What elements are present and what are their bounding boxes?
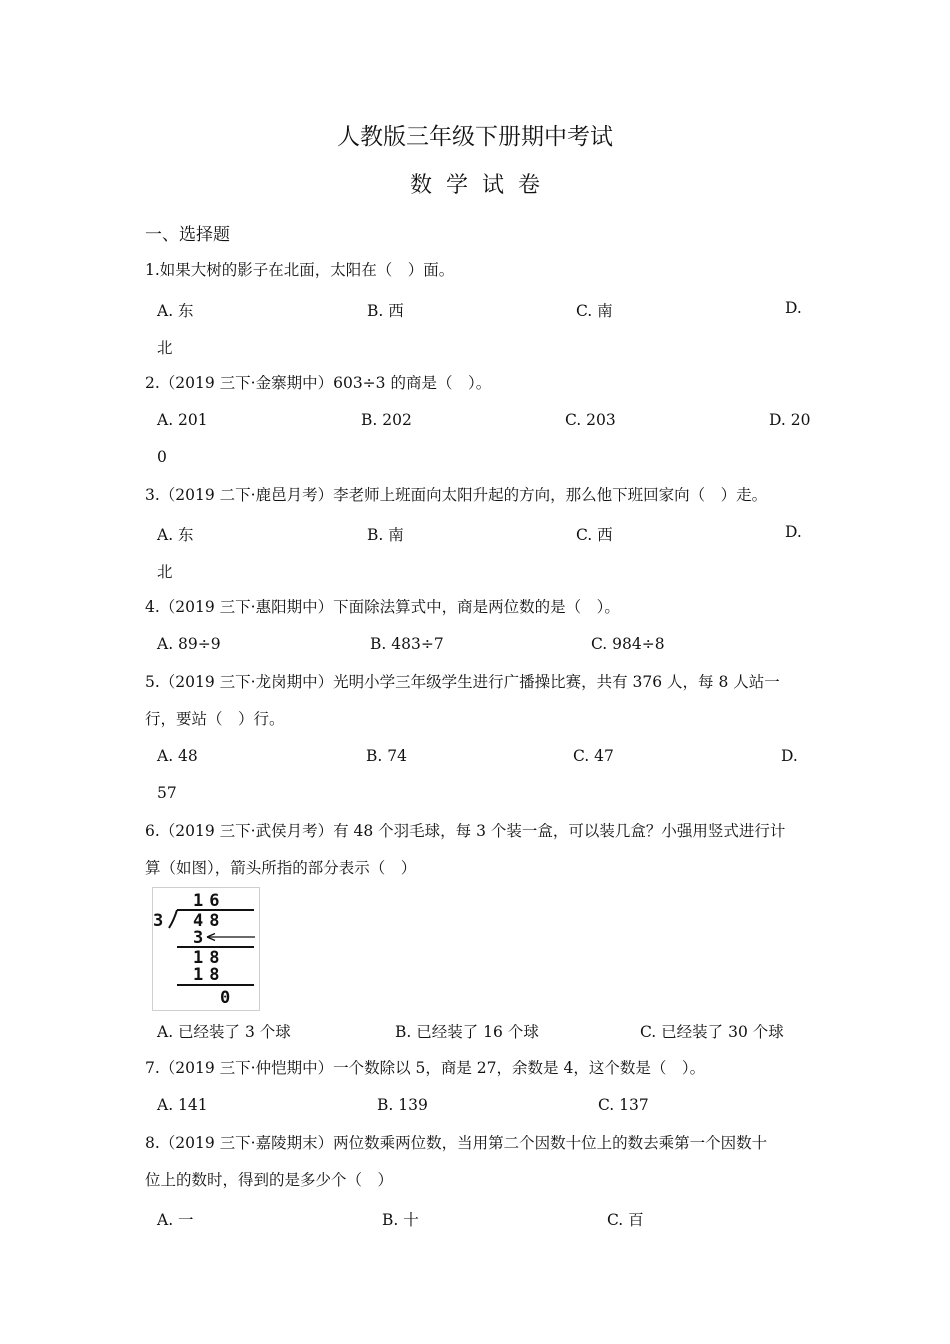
option-a: A. 东 <box>157 526 194 544</box>
option-c: C. 百 <box>607 1211 644 1229</box>
option-a: A. 已经装了 3 个球 <box>157 1023 291 1041</box>
option-c: C. 西 <box>576 526 613 544</box>
option-c: C. 203 <box>565 411 616 429</box>
question-5-options <box>157 747 807 771</box>
option-d-wrap: 北 <box>157 563 173 581</box>
option-a: A. 一 <box>157 1211 194 1229</box>
option-a: A. 141 <box>157 1096 208 1114</box>
option-b: B. 202 <box>361 411 412 429</box>
option-b: B. 西 <box>367 302 404 320</box>
question-7-stem: 7.（2019 三下·仲恺期中）一个数除以 5，商是 27，余数是 4，这个数是（ ）。 <box>145 1059 706 1077</box>
question-3-options <box>157 523 807 547</box>
partial-dividend: 18 <box>193 948 226 968</box>
long-division-figure <box>152 887 260 1011</box>
question-1-stem: 1.如果大树的影子在北面，太阳在（ ）面。 <box>145 261 455 279</box>
option-a: A. 89÷9 <box>157 635 221 653</box>
option-a: A. 48 <box>157 747 198 765</box>
page-title: 人教版三年级下册期中考试 <box>337 124 613 150</box>
option-d: D. 20 <box>769 411 811 429</box>
divisor: 3 <box>153 911 164 931</box>
subtract-step-2: 18 <box>193 965 226 985</box>
option-d: D. <box>781 747 798 765</box>
quotient: 16 <box>193 891 226 911</box>
option-b: B. 74 <box>366 747 407 765</box>
option-c: C. 已经装了 30 个球 <box>640 1023 784 1041</box>
option-c: C. 南 <box>576 302 613 320</box>
remainder: 0 <box>220 988 231 1008</box>
option-b: B. 139 <box>377 1096 428 1114</box>
division-bracket <box>169 910 177 928</box>
question-8-stem-line2: 位上的数时，得到的是多少个（ ） <box>145 1171 394 1189</box>
question-8-stem-line1: 8.（2019 三下·嘉陵期末）两位数乘两位数，当用第二个因数十位上的数去乘第一个因数十 <box>145 1134 768 1152</box>
question-6-stem-line1: 6.（2019 三下·武侯月考）有 48 个羽毛球，每 3 个装一盒，可以装几盒？小强用竖式进行计 <box>145 822 786 840</box>
option-b: B. 已经装了 16 个球 <box>395 1023 539 1041</box>
question-6-stem-line2: 算（如图），箭头所指的部分表示（ ） <box>145 859 417 877</box>
option-c: C. 137 <box>598 1096 649 1114</box>
option-a: A. 201 <box>157 411 208 429</box>
option-d-wrap: 0 <box>157 448 167 466</box>
subtract-step-1: 3 <box>193 928 204 948</box>
option-b: B. 483÷7 <box>370 635 444 653</box>
question-1-options <box>157 299 807 323</box>
question-7-options <box>157 1096 807 1120</box>
section-heading: 一、选择题 <box>145 225 230 245</box>
option-d-wrap: 57 <box>157 784 177 802</box>
question-5-stem-line1: 5.（2019 三下·龙岗期中）光明小学三年级学生进行广播操比赛，共有 376 人，每 8 人站一 <box>145 673 780 691</box>
option-d-wrap: 北 <box>157 339 173 357</box>
question-4-stem: 4.（2019 三下·惠阳期中）下面除法算式中，商是两位数的是（ ）。 <box>145 598 620 616</box>
option-a: A. 东 <box>157 302 194 320</box>
option-b: B. 十 <box>382 1211 419 1229</box>
page-subtitle: 数学试卷 <box>409 173 554 198</box>
option-c: C. 984÷8 <box>591 635 665 653</box>
option-b: B. 南 <box>367 526 404 544</box>
option-d: D. <box>785 299 802 317</box>
question-5-stem-line2: 行，要站（ ）行。 <box>145 710 285 728</box>
option-d: D. <box>785 523 802 541</box>
option-c: C. 47 <box>573 747 614 765</box>
question-3-stem: 3.（2019 二下·鹿邑月考）李老师上班面向太阳升起的方向，那么他下班回家向（ ）走。 <box>145 486 768 504</box>
question-6-options <box>157 1020 807 1044</box>
question-8-options <box>157 1208 807 1232</box>
question-2-options <box>157 411 811 435</box>
dividend: 48 <box>193 911 226 931</box>
question-4-options <box>157 635 807 659</box>
question-2-stem: 2.（2019 三下·金寨期中）603÷3 的商是（ ）。 <box>145 374 492 392</box>
